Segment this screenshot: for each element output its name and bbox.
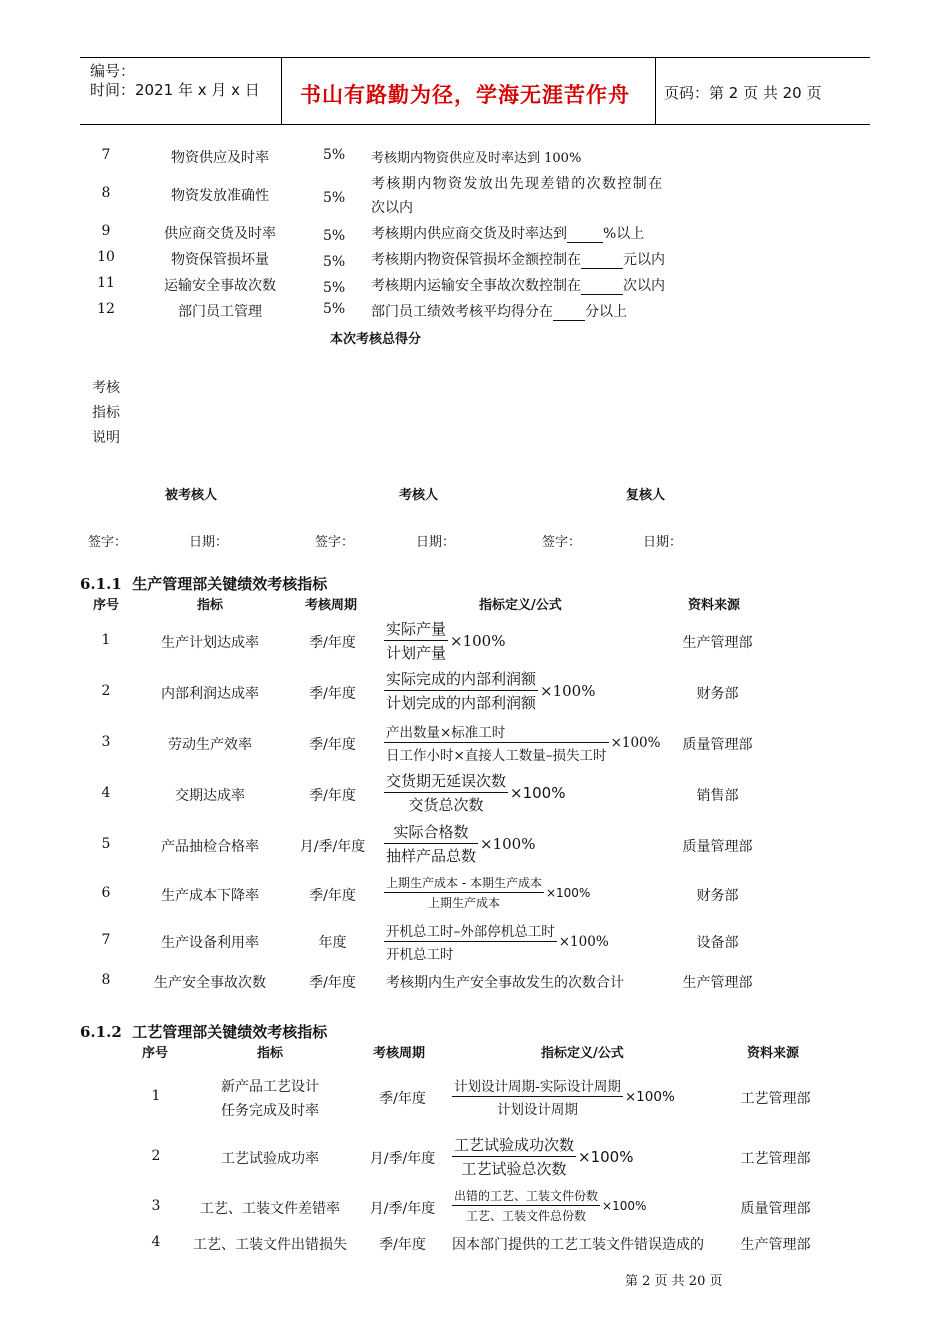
row-period: 季/年度 (309, 788, 356, 804)
row-number: 4 (101, 785, 111, 801)
column-header-no: 序号 (93, 598, 120, 613)
row-description: 考核期内物资供应及时率达到 100% (371, 151, 582, 166)
row-source: 财务部 (696, 686, 739, 702)
header-top-rule (80, 57, 870, 58)
row-formula (384, 920, 609, 963)
formula-numerator: 实际合格数 (384, 821, 478, 844)
row-formula (452, 1075, 675, 1118)
row-description: 考核期内运输安全事故次数控制在 次以内 (371, 278, 665, 294)
sign-label: 签字： (88, 535, 128, 550)
column-header-period: 考核周期 (305, 598, 358, 613)
signature-role-reviewer: 复核人 (626, 488, 666, 503)
row-source: 设备部 (696, 935, 739, 951)
formula-multiplier: ×100% (450, 631, 506, 650)
row-indicator: 部门员工管理 (178, 304, 262, 320)
formula-denominator: 上期生产成本 (427, 896, 500, 910)
row-description: 考核期内物资保管损坏金额控制在 元以内 (371, 252, 665, 268)
row-formula (384, 770, 565, 815)
row-indicator-line2: 任务完成及时率 (221, 1103, 319, 1119)
row-source: 生产管理部 (682, 975, 753, 991)
date-label: 日期： (643, 535, 683, 550)
row-source: 质量管理部 (740, 1201, 811, 1217)
header-divider-1 (281, 57, 282, 124)
row-number: 6 (101, 885, 111, 901)
row-number: 10 (97, 249, 115, 265)
row-period: 季/年度 (309, 975, 356, 991)
formula-denominator: 计划产量 (386, 644, 447, 662)
row-formula (384, 668, 595, 713)
formula-denominator: 交货总次数 (408, 796, 484, 814)
row-period: 季/年度 (309, 737, 356, 753)
row-number: 4 (151, 1234, 161, 1250)
row-number: 8 (101, 972, 111, 988)
row-source: 工艺管理部 (740, 1151, 811, 1167)
row-indicator: 生产安全事故次数 (154, 975, 266, 991)
signature-role-examinee: 被考核人 (165, 488, 218, 503)
formula-multiplier: ×100% (602, 1198, 647, 1213)
row-source: 财务部 (696, 888, 739, 904)
sign-label: 签字： (542, 535, 582, 550)
formula-denominator: 计划设计周期 (496, 1102, 578, 1118)
formula-denominator: 计划完成的内部利润额 (386, 694, 537, 712)
sign-label: 签字： (315, 535, 355, 550)
formula-numerator: 实际完成的内部利润额 (384, 668, 538, 691)
header-page-label: 页码：第 2 页 共 20 页 (664, 84, 822, 102)
row-weight: 5% (323, 147, 346, 163)
section-heading: 6.1.1 生产管理部关键绩效考核指标 (80, 575, 328, 593)
notes-label-line1: 考核 (92, 380, 120, 396)
row-description: 因本部门提供的工艺工装文件错误造成的 (452, 1237, 704, 1253)
row-number: 3 (151, 1198, 161, 1214)
column-header-source: 资料来源 (688, 598, 741, 613)
row-number: 2 (151, 1148, 161, 1164)
row-indicator: 交期达成率 (175, 788, 245, 804)
row-weight: 5% (323, 280, 346, 296)
row-formula (384, 821, 535, 866)
row-source: 质量管理部 (682, 737, 753, 753)
row-period: 月/季/年度 (369, 1201, 436, 1217)
notes-label-line2: 指标 (92, 405, 120, 421)
column-header-indicator: 指标 (197, 598, 224, 613)
row-period: 季/年度 (379, 1091, 426, 1107)
formula-denominator: 抽样产品总数 (386, 847, 477, 865)
formula-numerator: 产出数量×标准工时 (384, 721, 609, 743)
header-number-label: 编号： (90, 62, 136, 80)
formula-multiplier: ×100% (480, 834, 536, 853)
row-description: 考核期内生产安全事故发生的次数合计 (386, 975, 624, 991)
formula-denominator: 开机总工时 (386, 947, 454, 963)
header-divider-2 (655, 57, 656, 124)
row-indicator: 生产成本下降率 (161, 888, 259, 904)
column-header-formula: 指标定义/公式 (479, 598, 562, 613)
column-header-formula: 指标定义/公式 (541, 1046, 624, 1061)
row-indicator: 生产计划达成率 (161, 635, 259, 651)
row-indicator: 工艺试验成功率 (221, 1151, 319, 1167)
formula-denominator: 工艺、工装文件总份数 (466, 1209, 587, 1223)
row-weight: 5% (323, 301, 346, 317)
header-time-label: 时间：2021 年 x 月 x 日 (90, 81, 260, 99)
row-period: 季/年度 (309, 888, 356, 904)
row-number: 1 (151, 1088, 161, 1104)
row-formula (384, 618, 505, 663)
section-heading: 6.1.2 工艺管理部关键绩效考核指标 (80, 1023, 328, 1041)
row-weight: 5% (323, 228, 346, 244)
formula-multiplier: ×100% (624, 1088, 675, 1105)
row-formula (452, 1134, 633, 1179)
formula-multiplier: ×100% (510, 783, 566, 802)
row-number: 7 (101, 147, 111, 163)
column-header-indicator: 指标 (257, 1046, 284, 1061)
formula-numerator: 工艺试验成功次数 (452, 1134, 576, 1157)
formula-multiplier: ×100% (545, 885, 591, 900)
header-bottom-rule (80, 124, 870, 125)
row-indicator: 物资发放准确性 (171, 188, 269, 204)
column-header-no: 序号 (142, 1046, 169, 1061)
column-header-source: 资料来源 (747, 1046, 800, 1061)
row-indicator: 生产设备利用率 (161, 935, 259, 951)
formula-numerator: 开机总工时–外部停机总工时 (384, 920, 557, 942)
footer-page-number: 第 2 页 共 20 页 (625, 1274, 723, 1289)
row-period: 季/年度 (309, 686, 356, 702)
formula-multiplier: ×100% (540, 681, 596, 700)
date-label: 日期： (416, 535, 456, 550)
row-indicator-line1: 新产品工艺设计 (221, 1079, 319, 1095)
formula-multiplier: ×100% (610, 734, 661, 751)
row-source: 质量管理部 (682, 839, 753, 855)
notes-label-line3: 说明 (92, 430, 120, 446)
row-description-line1: 考核期内物资发放出先现差错的次数控制在 (371, 176, 664, 192)
row-indicator: 内部利润达成率 (161, 686, 259, 702)
row-number: 5 (101, 836, 111, 852)
column-header-period: 考核周期 (373, 1046, 426, 1061)
formula-denominator: 工艺试验总次数 (461, 1160, 567, 1178)
row-indicator: 物资保管损坏量 (171, 252, 269, 268)
date-label: 日期： (189, 535, 229, 550)
row-description-line2: 次以内 (371, 200, 413, 216)
row-number: 12 (97, 301, 115, 317)
row-period: 季/年度 (379, 1237, 426, 1253)
row-description: 部门员工绩效考核平均得分在 分以上 (371, 304, 627, 320)
row-formula (384, 874, 590, 911)
row-description: 考核期内供应商交货及时率达到 %以上 (371, 226, 645, 242)
formula-numerator: 实际产量 (384, 618, 448, 641)
row-period: 月/季/年度 (369, 1151, 436, 1167)
formula-denominator: 日工作小时×直接人工数量–损失工时 (386, 748, 607, 764)
row-source: 生产管理部 (682, 635, 753, 651)
row-formula (452, 1187, 646, 1224)
row-number: 3 (101, 734, 111, 750)
formula-numerator: 计划设计周期-实际设计周期 (452, 1075, 623, 1097)
row-indicator: 产品抽检合格率 (161, 839, 259, 855)
row-indicator: 工艺、工装文件出错损失 (193, 1237, 347, 1253)
row-weight: 5% (323, 254, 346, 270)
row-period: 月/季/年度 (299, 839, 366, 855)
formula-numerator: 出错的工艺、工装文件份数 (452, 1187, 600, 1206)
row-formula (384, 721, 660, 764)
row-indicator: 工艺、工装文件差错率 (200, 1201, 340, 1217)
row-number: 1 (101, 632, 111, 648)
row-indicator: 劳动生产效率 (168, 737, 252, 753)
row-source: 工艺管理部 (740, 1091, 811, 1107)
row-indicator: 运输安全事故次数 (164, 278, 276, 294)
row-period: 季/年度 (309, 635, 356, 651)
total-score-label: 本次考核总得分 (330, 332, 422, 347)
header-motto: 书山有路勤为径，学海无涯苦作舟 (300, 83, 630, 107)
row-number: 9 (101, 223, 111, 239)
row-number: 2 (101, 683, 111, 699)
row-source: 生产管理部 (740, 1237, 811, 1253)
signature-role-examiner: 考核人 (399, 488, 439, 503)
row-indicator: 物资供应及时率 (171, 150, 269, 166)
row-weight: 5% (323, 190, 346, 206)
formula-numerator: 上期生产成本 - 本期生产成本 (384, 874, 544, 893)
row-number: 8 (101, 185, 111, 201)
row-number: 7 (101, 932, 111, 948)
row-indicator: 供应商交货及时率 (164, 226, 276, 242)
formula-multiplier: ×100% (578, 1147, 634, 1166)
row-source: 销售部 (696, 788, 739, 804)
formula-numerator: 交货期无延误次数 (384, 770, 508, 793)
row-number: 11 (97, 275, 115, 291)
row-period: 年度 (318, 935, 347, 951)
formula-multiplier: ×100% (558, 933, 609, 950)
